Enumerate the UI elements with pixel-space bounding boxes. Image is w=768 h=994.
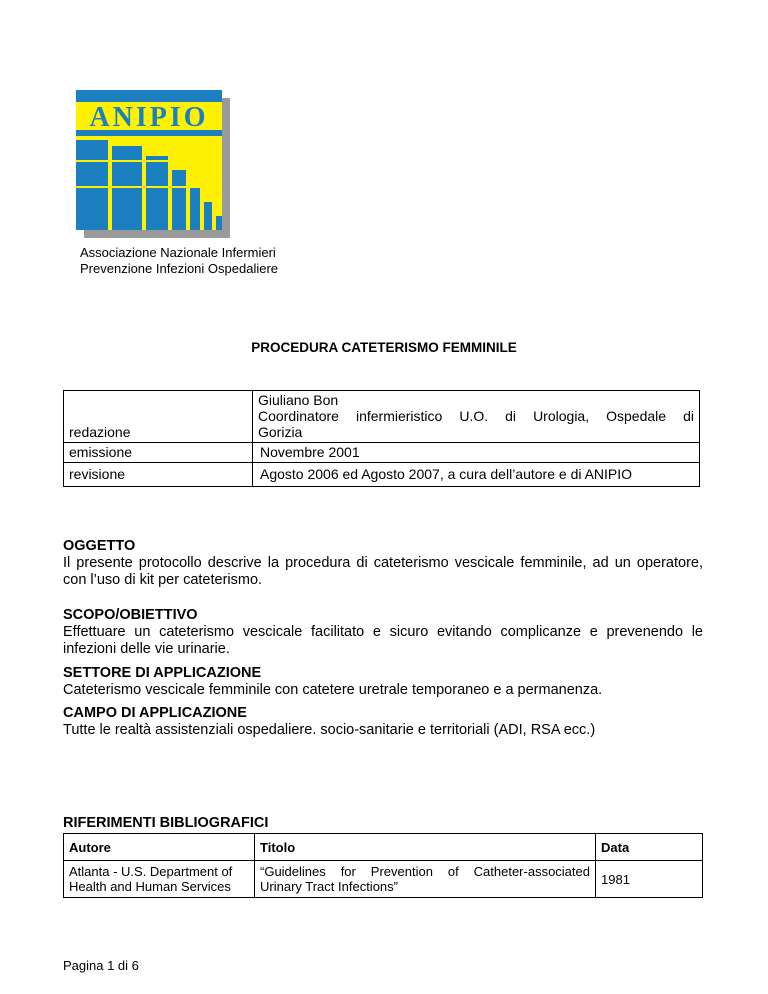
page-number: Pagina 1 di 6 <box>63 958 139 973</box>
info-label: revisione <box>64 463 253 487</box>
info-value-line: Giuliano Bon <box>258 392 339 408</box>
column-header-data: Data <box>596 834 703 861</box>
info-value: Novembre 2001 <box>253 443 700 463</box>
organization-line-1: Associazione Nazionale Infermieri <box>80 245 276 260</box>
references-header-row <box>64 834 703 861</box>
table-row <box>64 861 703 898</box>
reference-author: Atlanta - U.S. Department of Health and Human Services <box>64 861 255 898</box>
info-value <box>253 391 700 443</box>
info-label: emissione <box>64 443 253 463</box>
info-value-line: Gorizia <box>258 424 303 440</box>
section-heading: SETTORE DI APPLICAZIONE <box>63 665 262 681</box>
info-label: redazione <box>64 391 253 443</box>
anipio-logo <box>76 90 240 242</box>
info-row-redazione <box>64 391 700 443</box>
section-text: Effettuare un cateterismo vescicale facilitato e sicuro evitando complicanze e prevenendo le infezioni delle vie urinarie. <box>63 624 703 657</box>
section-text: Tutte le realtà assistenziali ospedaliere. socio-sanitarie e territoriali (ADI, RSA ecc.) <box>63 722 596 738</box>
section-oggetto <box>63 538 703 589</box>
section-heading: OGGETTO <box>63 538 136 554</box>
info-row-emissione <box>64 443 700 463</box>
document-title: PROCEDURA CATETERISMO FEMMINILE <box>251 340 517 355</box>
section-text: Cateterismo vescicale femminile con catetere uretrale temporaneo e a permanenza. <box>63 682 603 698</box>
section-heading: SCOPO/OBIETTIVO <box>63 607 198 623</box>
column-header-autore: Autore <box>64 834 255 861</box>
references-table <box>63 833 703 898</box>
section-heading: CAMPO DI APPLICAZIONE <box>63 705 247 721</box>
logo-text: ANIPIO <box>89 102 209 133</box>
reference-title: “Guidelines for Prevention of Catheter-associated Urinary Tract Infections” <box>255 861 596 898</box>
section-scopo <box>63 607 703 658</box>
section-text: Il presente protocollo descrive la procedura di cateterismo vescicale femminile, ad un operatore, con l’uso di kit per cateterismo. <box>63 555 703 588</box>
organization-line-2: Prevenzione Infezioni Ospedaliere <box>80 261 279 276</box>
info-row-revisione <box>64 463 700 487</box>
info-value: Agosto 2006 ed Agosto 2007, a cura dell’autore e di ANIPIO <box>253 463 700 487</box>
info-table <box>63 390 700 487</box>
references-heading: RIFERIMENTI BIBLIOGRAFICI <box>63 815 269 831</box>
reference-date: 1981 <box>596 861 703 898</box>
section-campo <box>63 705 703 739</box>
column-header-titolo: Titolo <box>255 834 596 861</box>
section-settore <box>63 665 703 699</box>
organization-name <box>80 245 278 277</box>
info-value-line: Coordinatore infermieristico U.O. di Urologia, Ospedale di <box>258 408 694 424</box>
